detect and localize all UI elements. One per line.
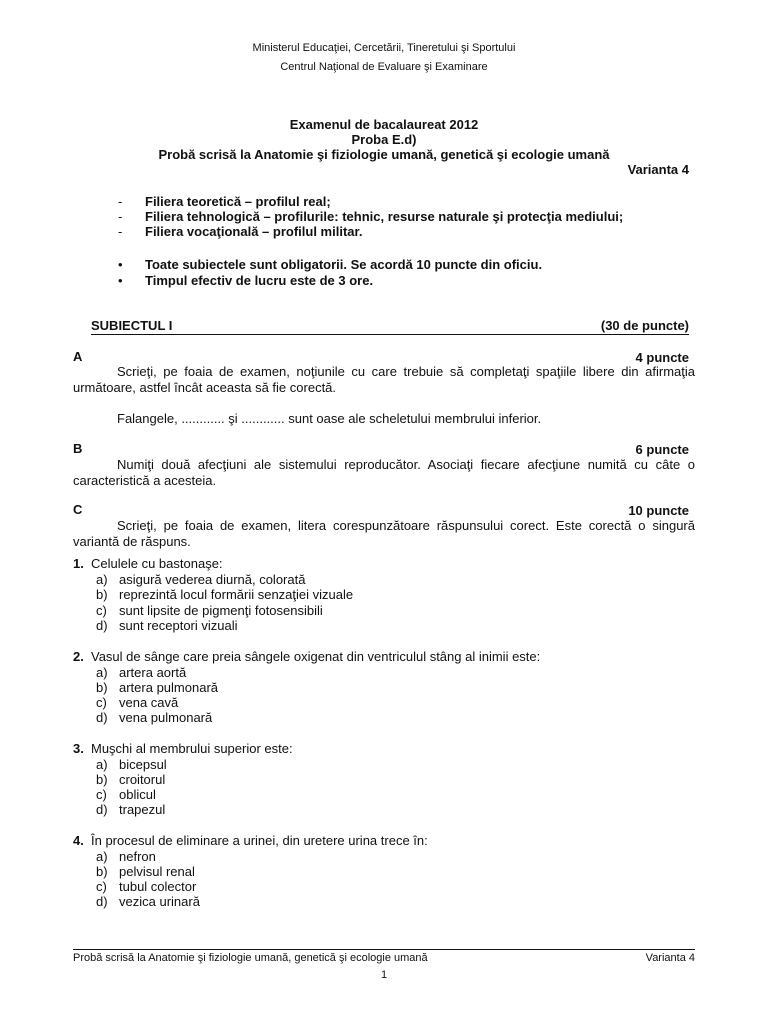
question-number: 4. [73,833,84,848]
section-b-instruction: Numiţi două afecţiuni ale sistemului reproducător. Asociaţi fiecare afecţiune numită cu câte o caracteristică a acesteia. [73,457,695,488]
dash-marker: - [118,224,123,239]
section-c-letter: C [73,502,83,517]
filiera-item: Filiera tehnologică – profilurile: tehnic, resurse naturale şi protecţia mediului; [145,209,624,224]
question-text: Celulele cu bastonaşe: [91,556,223,571]
filiera-item: Filiera vocaţională – profilul militar. [145,224,363,239]
option-letter: d) [96,618,108,633]
option-text: bicepsul [119,757,167,772]
option-text: pelvisul renal [119,864,195,879]
footer-variant: Varianta 4 [645,952,695,964]
rule-item: Timpul efectiv de lucru este de 3 ore. [145,273,374,288]
section-a-points: 4 puncte [635,350,689,365]
option-text: trapezul [119,802,166,817]
section-c-points: 10 puncte [628,503,689,518]
filiera-item: Filiera teoretică – profilul real; [145,194,331,209]
section-b-points: 6 puncte [635,442,689,457]
option-letter: c) [96,695,107,710]
answer-option [96,894,200,909]
option-letter: c) [96,603,107,618]
question-number: 1. [73,556,84,571]
option-text: reprezintă locul formării senzaţiei vizuale [119,587,354,602]
answer-option [96,802,165,817]
section-a-instruction: Scrieţi, pe foaia de examen, noţiunile cu care trebuie să completaţi spaţiile libere din afirmaţia următoare, astfel încât aceasta să fie corectă. [73,364,695,395]
answer-option [96,849,156,864]
option-letter: b) [96,587,108,602]
option-letter: a) [96,757,108,772]
rule-item: Toate subiectele sunt obligatorii. Se acordă 10 puncte din oficiu. [145,257,543,272]
answer-option [96,695,178,710]
dash-marker: - [118,194,123,209]
answer-option [96,757,167,772]
footer-title: Probă scrisă la Anatomie şi fiziologie umană, genetică şi ecologie umană [73,952,428,964]
answer-option [96,879,196,894]
option-letter: b) [96,772,108,787]
option-text: nefron [119,849,156,864]
option-letter: d) [96,710,108,725]
section-b-letter: B [73,441,83,456]
question-number: 2. [73,649,84,664]
option-text: artera pulmonară [119,680,218,695]
option-text: tubul colector [119,879,197,894]
option-letter: c) [96,879,107,894]
option-text: vena pulmonară [119,710,213,725]
option-text: oblicul [119,787,156,802]
subject-label: SUBIECTUL I [91,318,173,333]
option-text: croitorul [119,772,166,787]
dash-marker: - [118,209,123,224]
exam-proba: Proba E.d) [351,132,417,147]
option-text: sunt lipsite de pigmenţi fotosensibili [119,603,323,618]
option-letter: b) [96,680,108,695]
option-letter: a) [96,572,108,587]
option-text: asigură vederea diurnă, colorată [119,572,306,587]
answer-option [96,787,156,802]
option-letter: a) [96,665,108,680]
section-a-statement: Falangele, ............ şi ............ sunt oase ale scheletului membrului inferior. [117,411,542,426]
page-number: 1 [380,969,388,981]
variant-label: Varianta 4 [627,162,689,177]
answer-option [96,772,165,787]
exam-subject-title: Probă scrisă la Anatomie şi fiziologie umană, genetică şi ecologie umană [158,147,610,162]
exam-title: Examenul de bacalaureat 2012 [289,117,479,132]
subject-heading [91,318,689,335]
option-text: artera aortă [119,665,187,680]
option-letter: b) [96,864,108,879]
bullet-icon: • [118,273,123,288]
answer-option [96,572,305,587]
center-header: Centrul Naţional de Evaluare şi Examinare [280,61,488,73]
footer-divider [73,949,695,950]
option-letter: a) [96,849,108,864]
question-text: Muşchi al membrului superior este: [91,741,293,756]
option-letter: c) [96,787,107,802]
question-text: Vasul de sânge care preia sângele oxigenat din ventriculul stâng al inimii este: [91,649,541,664]
answer-option [96,710,212,725]
answer-option [96,603,323,618]
question-number: 3. [73,741,84,756]
option-letter: d) [96,894,108,909]
answer-option [96,618,238,633]
answer-option [96,680,218,695]
subject-points: (30 de puncte) [600,318,689,333]
bullet-icon: • [118,257,123,272]
section-c-instruction: Scrieţi, pe foaia de examen, litera corespunzătoare răspunsului corect. Este corectă o singură variantă de răspuns. [73,518,695,549]
option-letter: d) [96,802,108,817]
answer-option [96,864,195,879]
answer-option [96,665,186,680]
question-text: În procesul de eliminare a urinei, din uretere urina trece în: [91,833,428,848]
option-text: vena cavă [119,695,179,710]
ministry-header: Ministerul Educaţiei, Cercetării, Tineretului şi Sportului [252,42,516,54]
option-text: sunt receptori vizuali [119,618,238,633]
answer-option [96,587,353,602]
section-a-letter: A [73,349,83,364]
option-text: vezica urinară [119,894,200,909]
